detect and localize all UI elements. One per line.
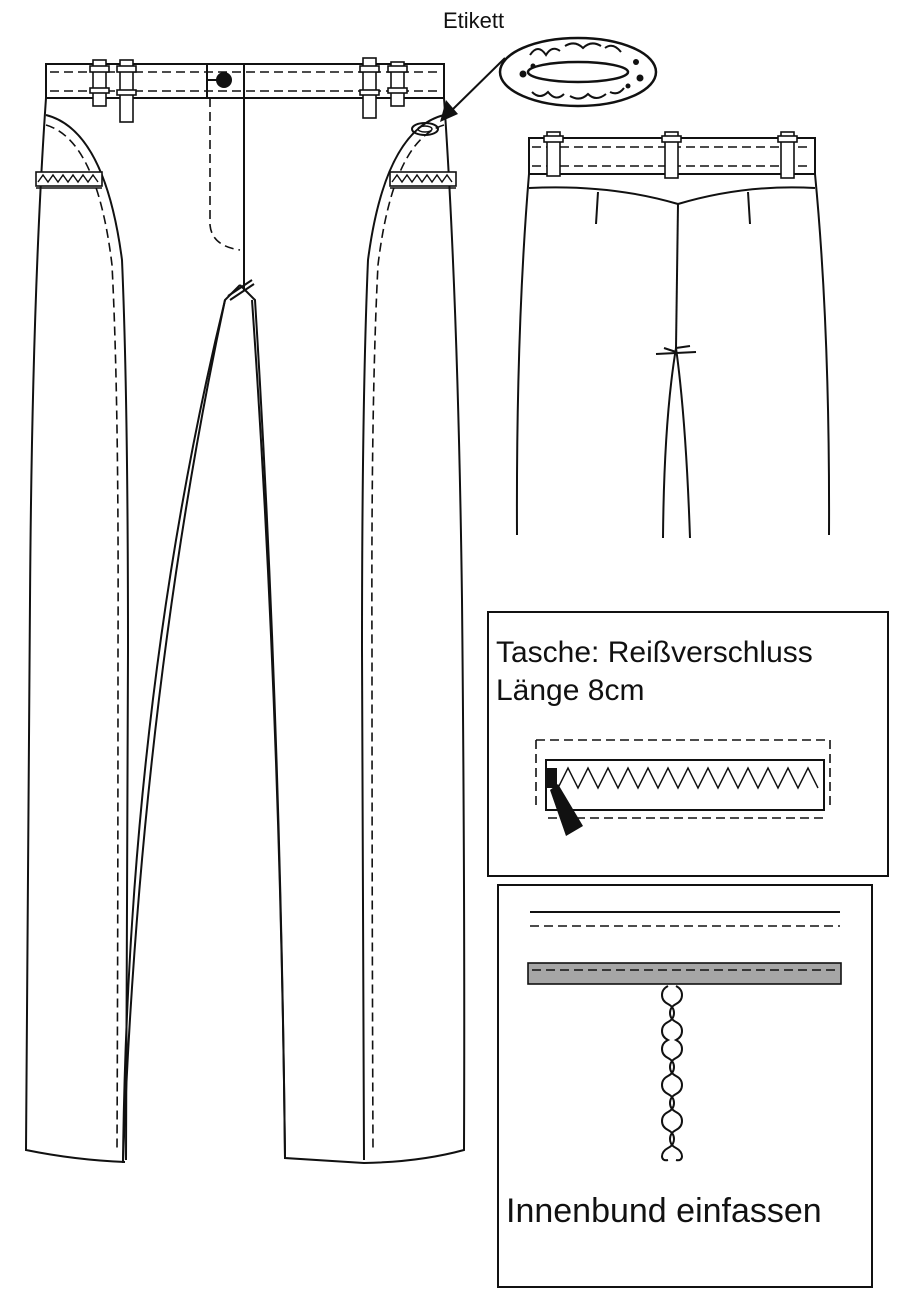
back-center-seam: [676, 204, 678, 348]
front-left-pocket-topstitch: [46, 125, 118, 1150]
label-pointer-line: [450, 58, 505, 112]
pocket-detail-length: Länge 8cm: [496, 674, 645, 707]
front-belt-loop: [117, 60, 136, 122]
front-left-inner-seam: [123, 300, 225, 1162]
front-belt-loop: [388, 62, 407, 106]
binding-strip: [528, 963, 841, 984]
label-pointer-arrowhead: [440, 100, 458, 122]
front-right-zipper-pocket: [390, 172, 456, 188]
zipper-pull-tab: [546, 768, 557, 788]
pocket-detail-title: Tasche: Reißverschluss: [496, 636, 813, 669]
back-crotch-left: [663, 348, 676, 538]
front-fly-stitch: [210, 98, 240, 250]
front-belt-loop: [90, 60, 109, 106]
back-belt-loop: [778, 132, 797, 178]
front-view: [26, 58, 464, 1163]
back-crotch-right: [676, 348, 690, 538]
front-right-leg: [240, 98, 464, 1163]
zipper-detail: [536, 740, 830, 836]
front-left-leg: [26, 98, 240, 1162]
waistband-detail-caption: Innenbund einfassen: [506, 1192, 822, 1230]
front-button: [216, 72, 232, 88]
front-right-inner-seam: [252, 300, 285, 1158]
back-bartack: [656, 352, 696, 354]
front-belt-loop: [360, 58, 379, 118]
label-callout: [440, 38, 656, 122]
back-dart-right: [748, 192, 750, 224]
back-left-leg: [517, 174, 529, 535]
back-view: [517, 132, 829, 538]
label-tag-caption: Etikett: [443, 8, 505, 33]
front-right-pocket-seam: [362, 115, 444, 1160]
back-dart-left: [596, 192, 598, 224]
back-belt-loop: [662, 132, 681, 178]
front-left-zipper-pocket: [36, 172, 102, 188]
front-left-pocket-seam: [46, 115, 128, 1160]
back-belt-loop: [544, 132, 563, 176]
back-yoke-seam: [529, 187, 815, 204]
front-label-patch: [412, 123, 438, 135]
back-right-leg: [815, 174, 829, 535]
front-right-pocket-topstitch: [372, 125, 444, 1150]
